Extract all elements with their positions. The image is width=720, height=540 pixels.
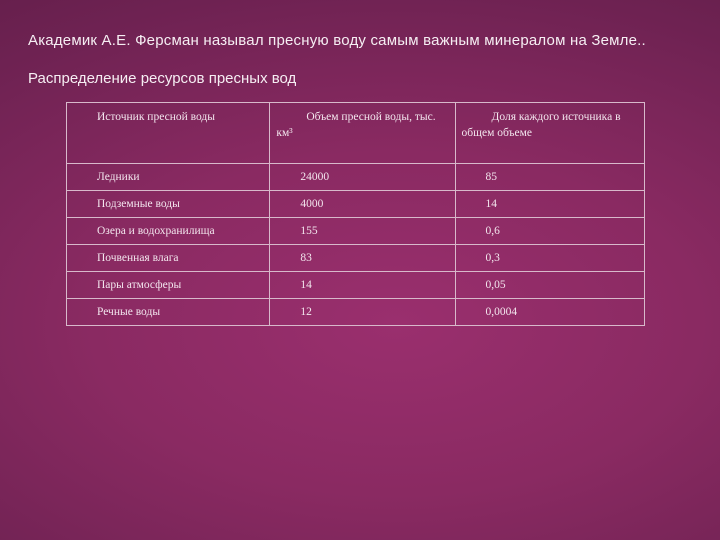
cell-share: 14 — [455, 191, 644, 218]
header-volume-line1: Объем пресной воды, тыс. — [306, 111, 436, 123]
table-row — [67, 218, 645, 245]
table-row — [67, 299, 645, 326]
cell-share: 0,3 — [455, 245, 644, 272]
table-row — [67, 245, 645, 272]
slide-subheading: Распределение ресурсов пресных вод — [28, 70, 297, 87]
header-volume-line2: км³ — [276, 127, 293, 139]
table-row — [67, 164, 645, 191]
cell-volume: 83 — [270, 245, 455, 272]
header-source — [67, 103, 270, 164]
cell-source: Озера и водохранилища — [67, 218, 270, 245]
cell-share: 85 — [455, 164, 644, 191]
table-row — [67, 272, 645, 299]
cell-source: Пары атмосферы — [67, 272, 270, 299]
cell-source: Почвенная влага — [67, 245, 270, 272]
cell-volume: 14 — [270, 272, 455, 299]
cell-volume: 4000 — [270, 191, 455, 218]
cell-share: 0,0004 — [455, 299, 644, 326]
cell-share: 0,6 — [455, 218, 644, 245]
cell-source: Речные воды — [67, 299, 270, 326]
cell-source: Подземные воды — [67, 191, 270, 218]
table-row — [67, 191, 645, 218]
cell-share: 0,05 — [455, 272, 644, 299]
cell-volume: 155 — [270, 218, 455, 245]
header-share-line1: Доля каждого источника в — [491, 111, 621, 123]
header-share-line2: общем объеме — [461, 127, 532, 139]
cell-volume: 12 — [270, 299, 455, 326]
header-volume — [270, 103, 455, 164]
cell-volume: 24000 — [270, 164, 455, 191]
slide-heading: Академик А.Е. Ферсман называл пресную воду самым важным минералом на Земле.. — [28, 32, 646, 49]
header-source-label: Источник пресной воды — [97, 111, 215, 123]
table-header-row — [67, 103, 645, 164]
header-share — [455, 103, 644, 164]
freshwater-table — [66, 102, 645, 326]
cell-source: Ледники — [67, 164, 270, 191]
